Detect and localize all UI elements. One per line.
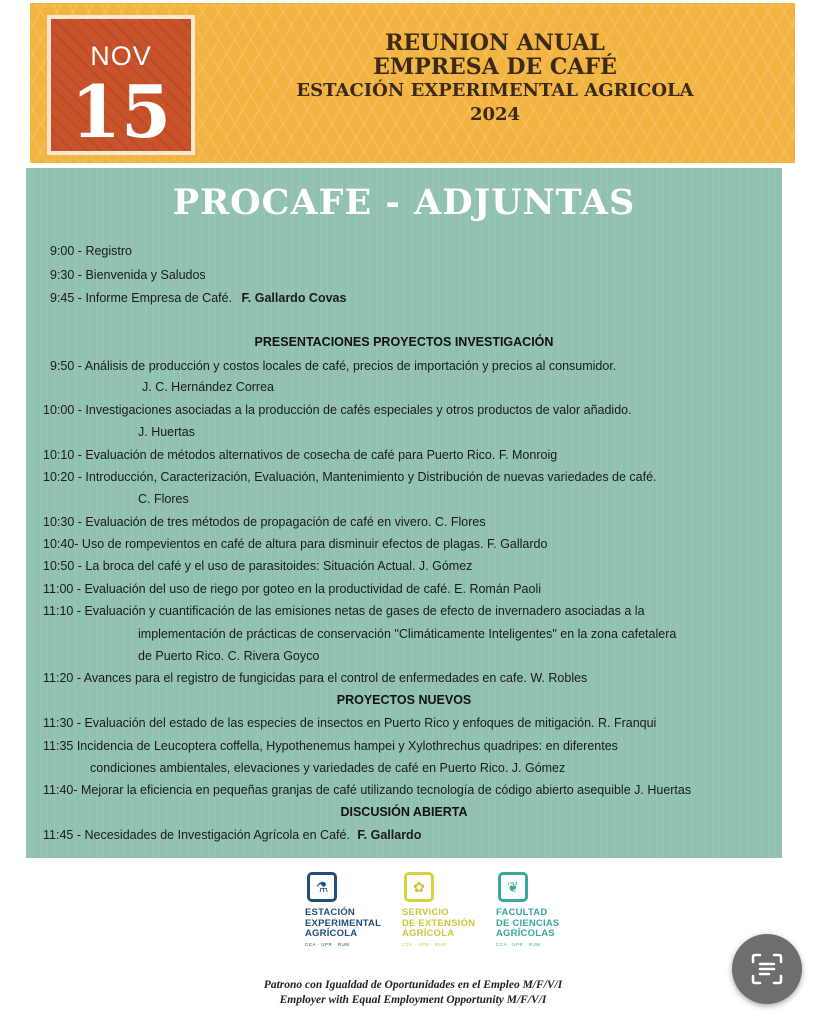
agenda-time: 9:45 - [50, 291, 82, 305]
logo-label: SERVICIO DE EXTENSIÓN AGRÍCOLA [402, 907, 476, 939]
logo-label: FACULTAD DE CIENCIAS AGRÍCOLAS [496, 907, 560, 939]
date-day: 15 [70, 69, 172, 154]
agenda-item [50, 358, 616, 374]
faculty-emblem-icon: ❦ [498, 872, 528, 902]
station-emblem-icon: ⚗ [307, 872, 337, 902]
agenda-item: 11:35 Incidencia de Leucoptera coffella, Hypothenemus hampei y Xylothrechus quadripes: en diferentes [43, 739, 618, 753]
logo-servicio-extension [402, 872, 482, 947]
section-heading-research: PRESENTACIONES PROYECTOS INVESTIGACIÓN [254, 335, 554, 349]
date-month: NOV [90, 41, 152, 71]
event-title [210, 31, 780, 127]
agenda-item: 11:20 - Avances para el registro de fungicidas para el control de enfermedades en cafe. W. Robles [43, 671, 588, 685]
agenda-speaker: C. Flores [138, 492, 189, 506]
agenda-speaker: F. Gallardo [357, 828, 422, 842]
logo-sublabel: CCA · UPR · RUM [402, 941, 447, 947]
date-badge [47, 15, 195, 155]
scan-text-button[interactable] [732, 934, 802, 1004]
logo-label: ESTACIÓN EXPERIMENTAL AGRÍCOLA [305, 907, 382, 939]
agenda-item [43, 827, 421, 843]
agenda-item-continuation: de Puerto Rico. C. Rivera Goyco [138, 649, 320, 663]
scan-text-icon [750, 952, 784, 986]
agenda-item: 10:10 - Evaluación de métodos alternativos de cosecha de café para Puerto Rico. F. Monroig [43, 448, 558, 462]
agenda-time: 11:45 - [43, 828, 81, 842]
agenda-time: 9:00 - [50, 244, 82, 258]
agenda-text: Análisis de producción y costos locales de café, precios de importación y precios al consumidor. [84, 359, 617, 373]
agenda-item: 11:10 - Evaluación y cuantificación de las emisiones netas de gases de efecto de invernadero asociadas a la [43, 604, 645, 618]
agenda-panel [26, 168, 782, 858]
agenda-text: Necesidades de Investigación Agrícola en Café. [84, 828, 350, 842]
logo-sublabel: CCA · UPR · RUM [496, 941, 541, 947]
footer-line-english: Employer with Equal Employment Opportunity M/F/V/I [279, 994, 547, 1006]
agenda-item-continuation: condiciones ambientales, elevaciones y variedades de café en Puerto Rico. J. Gómez [90, 761, 566, 775]
agenda-item: 11:00 - Evaluación del uso de riego por goteo en la productividad de café. E. Román Paoli [43, 582, 542, 596]
agenda-text: Registro [85, 244, 132, 258]
agenda-time: 9:50 - [50, 359, 82, 373]
agenda-speaker: J. Huertas [138, 425, 195, 439]
agenda-item: 11:30 - Evaluación del estado de las especies de insectos en Puerto Rico y enfoques de mitigación. R. Franqui [43, 716, 657, 730]
event-year: 2024 [469, 104, 521, 125]
title-line-3: ESTACIÓN EXPERIMENTAL AGRICOLA [296, 80, 694, 101]
agenda-item [50, 290, 346, 306]
logo-estacion-experimental [305, 872, 385, 947]
agenda-text: Informe Empresa de Café. [85, 291, 233, 305]
agenda-item [50, 267, 206, 283]
logo-sublabel: CCA · UPR · RUM [305, 941, 350, 947]
logo-facultad-ciencias [496, 872, 576, 947]
agenda-speaker: J. C. Hernández Correa [142, 380, 275, 394]
agenda-item: 10:20 - Introducción, Caracterización, Evaluación, Mantenimiento y Distribución de nuevas variedades de café. [43, 470, 657, 484]
extension-emblem-icon: ✿ [404, 872, 434, 902]
agenda-speaker: F. Gallardo Covas [241, 291, 347, 305]
agenda-item: 11:40- Mejorar la eficiencia en pequeñas granjas de café utilizando tecnología de código abierto asequible J. Huertas [43, 783, 692, 797]
agenda-text: Investigaciones asociadas a la producción de cafés especiales y otros productos de valor añadido. [85, 403, 632, 417]
title-line-1: REUNION ANUAL [385, 30, 605, 56]
venue-title: PROCAFE - ADJUNTAS [172, 182, 636, 223]
agenda-item-continuation: implementación de prácticas de conservación "Climáticamente Inteligentes" en la zona cafetalera [138, 627, 677, 641]
section-heading-new-projects: PROYECTOS NUEVOS [336, 693, 472, 707]
footer-line-spanish: Patrono con Igualdad de Oportunidades en el Empleo M/F/V/I [263, 979, 563, 991]
agenda-item: 10:30 - Evaluación de tres métodos de propagación de café en vivero. C. Flores [43, 515, 486, 529]
event-banner [30, 3, 795, 163]
agenda-item [50, 243, 132, 259]
agenda-time: 9:30 - [50, 268, 82, 282]
section-heading-discussion: DISCUSIÓN ABIERTA [340, 805, 468, 819]
agenda-item: 10:50 - La broca del café y el uso de parasitoides: Situación Actual. J. Gómez [43, 559, 473, 573]
agenda-time: 10:00 - [43, 403, 82, 417]
agenda-text: Bienvenida y Saludos [85, 268, 206, 282]
agenda-item: 10:40- Uso de rompevientos en café de altura para disminuir efectos de plagas. F. Gallardo [43, 537, 548, 551]
title-line-2: EMPRESA DE CAFÉ [373, 54, 617, 80]
agenda-item [43, 402, 632, 418]
